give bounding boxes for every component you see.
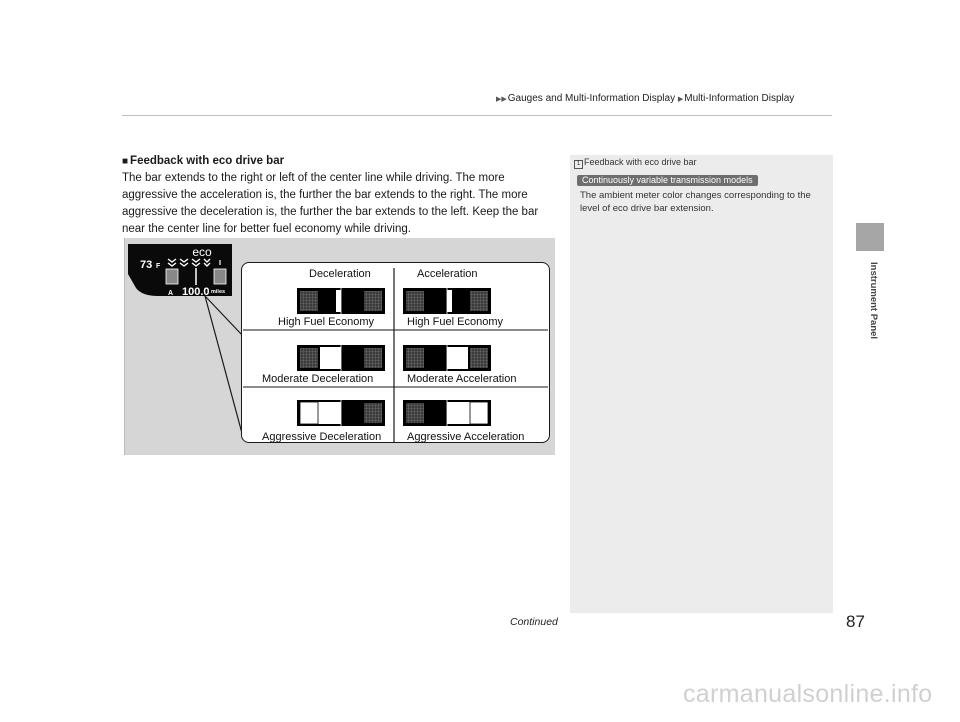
note-ref-icon: 1 (574, 160, 583, 169)
chapter-tab[interactable] (856, 223, 884, 251)
meter-mode: A (168, 290, 174, 296)
square-bullet-icon: ■ (122, 156, 129, 167)
model-badge: Continuously variable transmission models (577, 175, 758, 186)
meter-eco-text: eco (192, 245, 212, 259)
eco-meter-display (128, 244, 232, 296)
label-acceleration: Acceleration (417, 268, 478, 280)
continued-label: Continued (510, 616, 558, 628)
eco-bar-panel (241, 262, 550, 443)
label-moderate-acceleration: Moderate Acceleration (407, 373, 517, 385)
breadcrumb-item-mid[interactable]: Multi-Information Display (684, 93, 795, 104)
chapter-label: Instrument Panel (868, 262, 879, 340)
breadcrumb (496, 93, 794, 104)
arrow-icon: ▶▶ (496, 96, 507, 103)
arrow-icon: ▶ (677, 96, 684, 103)
label-high-economy-left: High Fuel Economy (278, 316, 374, 328)
sidebar-note (570, 155, 833, 613)
meter-temp-unit: F (156, 263, 161, 270)
label-aggressive-deceleration: Aggressive Deceleration (262, 431, 382, 443)
section-title (122, 155, 284, 167)
note-title (574, 157, 697, 169)
page-number: 87 (846, 612, 865, 631)
note-title-text: Feedback with eco drive bar (584, 157, 697, 167)
watermark: carmanualsonline.info (683, 680, 933, 708)
note-body: The ambient meter color changes corresponding to the level of eco drive bar extension. (580, 190, 811, 214)
label-high-economy-right: High Fuel Economy (407, 316, 503, 328)
label-deceleration: Deceleration (309, 268, 371, 280)
meter-distance: 100.0 (182, 286, 210, 296)
label-moderate-deceleration: Moderate Deceleration (262, 373, 374, 385)
label-aggressive-acceleration: Aggressive Acceleration (407, 431, 525, 443)
header-divider (122, 115, 832, 116)
section-title-text: Feedback with eco drive bar (130, 155, 285, 167)
section-body: The bar extends to the right or left of the center line while driving. The more aggressive the acceleration is, the further the bar extends to the right. The more aggressive the deceleration is, the further the bar extends to the left. Keep the bar near the center line for better fuel economy while driving. (122, 172, 539, 235)
meter-temp: 73 (140, 259, 153, 271)
meter-distance-unit: miles (211, 289, 226, 295)
breadcrumb-item-gauges[interactable]: Gauges and Multi-Information Display (507, 93, 676, 104)
